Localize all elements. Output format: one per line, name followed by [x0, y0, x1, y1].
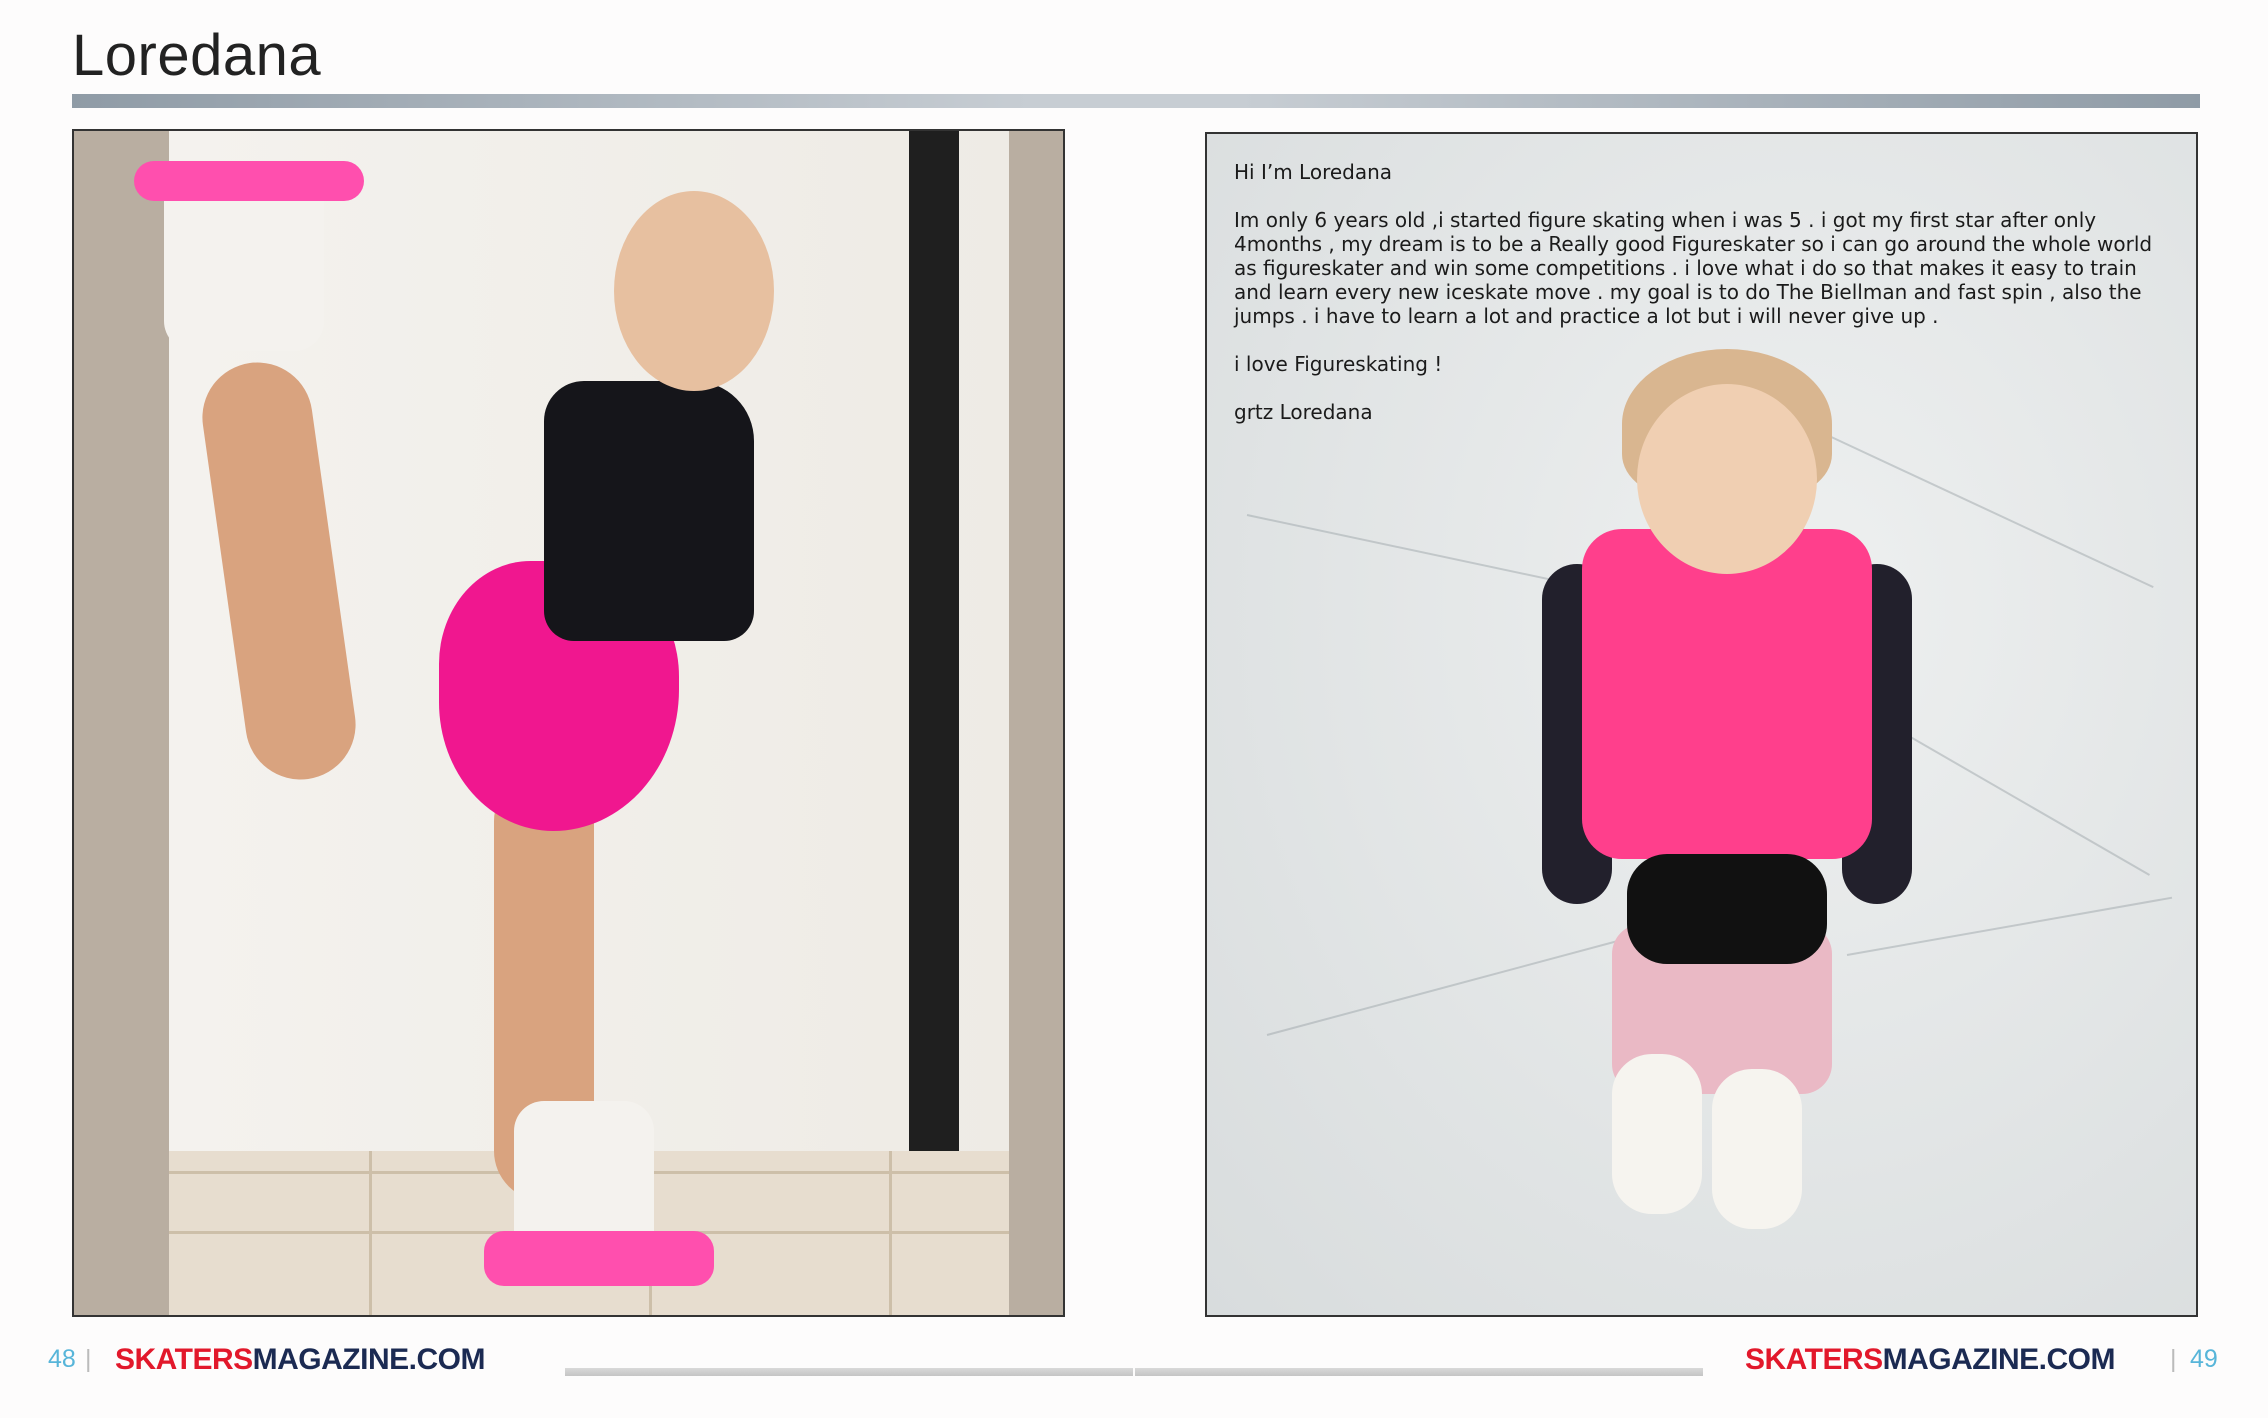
brand-navy-part: MAGAZINE.COM	[1882, 1343, 2115, 1376]
story-signoff: grtz Loredana	[1234, 400, 1373, 424]
story-greeting: Hi I’m Loredana	[1234, 160, 1393, 184]
footer-rule-left	[565, 1368, 1133, 1376]
title-rule	[72, 94, 2200, 108]
story-text	[1234, 160, 2174, 448]
right-ice-skate	[1712, 1069, 1802, 1229]
door-frame-shadow	[909, 131, 959, 1317]
page-number-right: 49	[2190, 1345, 2218, 1373]
pink-vest	[1582, 529, 1872, 859]
story-love-line: i love Figureskating !	[1234, 352, 1443, 376]
left-ice-skate	[1612, 1054, 1702, 1214]
brand-navy-part: MAGAZINE.COM	[252, 1343, 485, 1376]
photo-stretching-by-door	[72, 129, 1065, 1317]
brand-logo-left[interactable]	[115, 1343, 485, 1377]
black-top	[544, 381, 754, 641]
footer-separator-left: |	[85, 1345, 92, 1373]
page-title: Loredana	[72, 23, 322, 88]
girl-head	[614, 191, 774, 391]
black-gloves	[1627, 854, 1827, 964]
footer-rule-right	[1135, 1368, 1703, 1376]
standing-skate-guard	[484, 1231, 714, 1286]
brand-logo-right[interactable]	[1745, 1343, 2115, 1377]
page-number-left: 48	[48, 1345, 76, 1373]
story-body: Im only 6 years old ,i started figure skating when i was 5 . i got my first star after only 4months , my dream is to be a Really good Figureskater so i can go around the whole world as figureskater and win some competitions . i love what i do so that makes it easy to train and learn every new iceskate move . my goal is to do The Biellman and fast spin , also the jumps . i have to learn a lot and practice a lot but i will never give up .	[1234, 208, 2153, 328]
raised-skate-guard	[134, 161, 364, 201]
brand-red-part: SKATERS	[1745, 1343, 1883, 1376]
brand-red-part: SKATERS	[115, 1343, 253, 1376]
footer-separator-right: |	[2170, 1345, 2177, 1373]
